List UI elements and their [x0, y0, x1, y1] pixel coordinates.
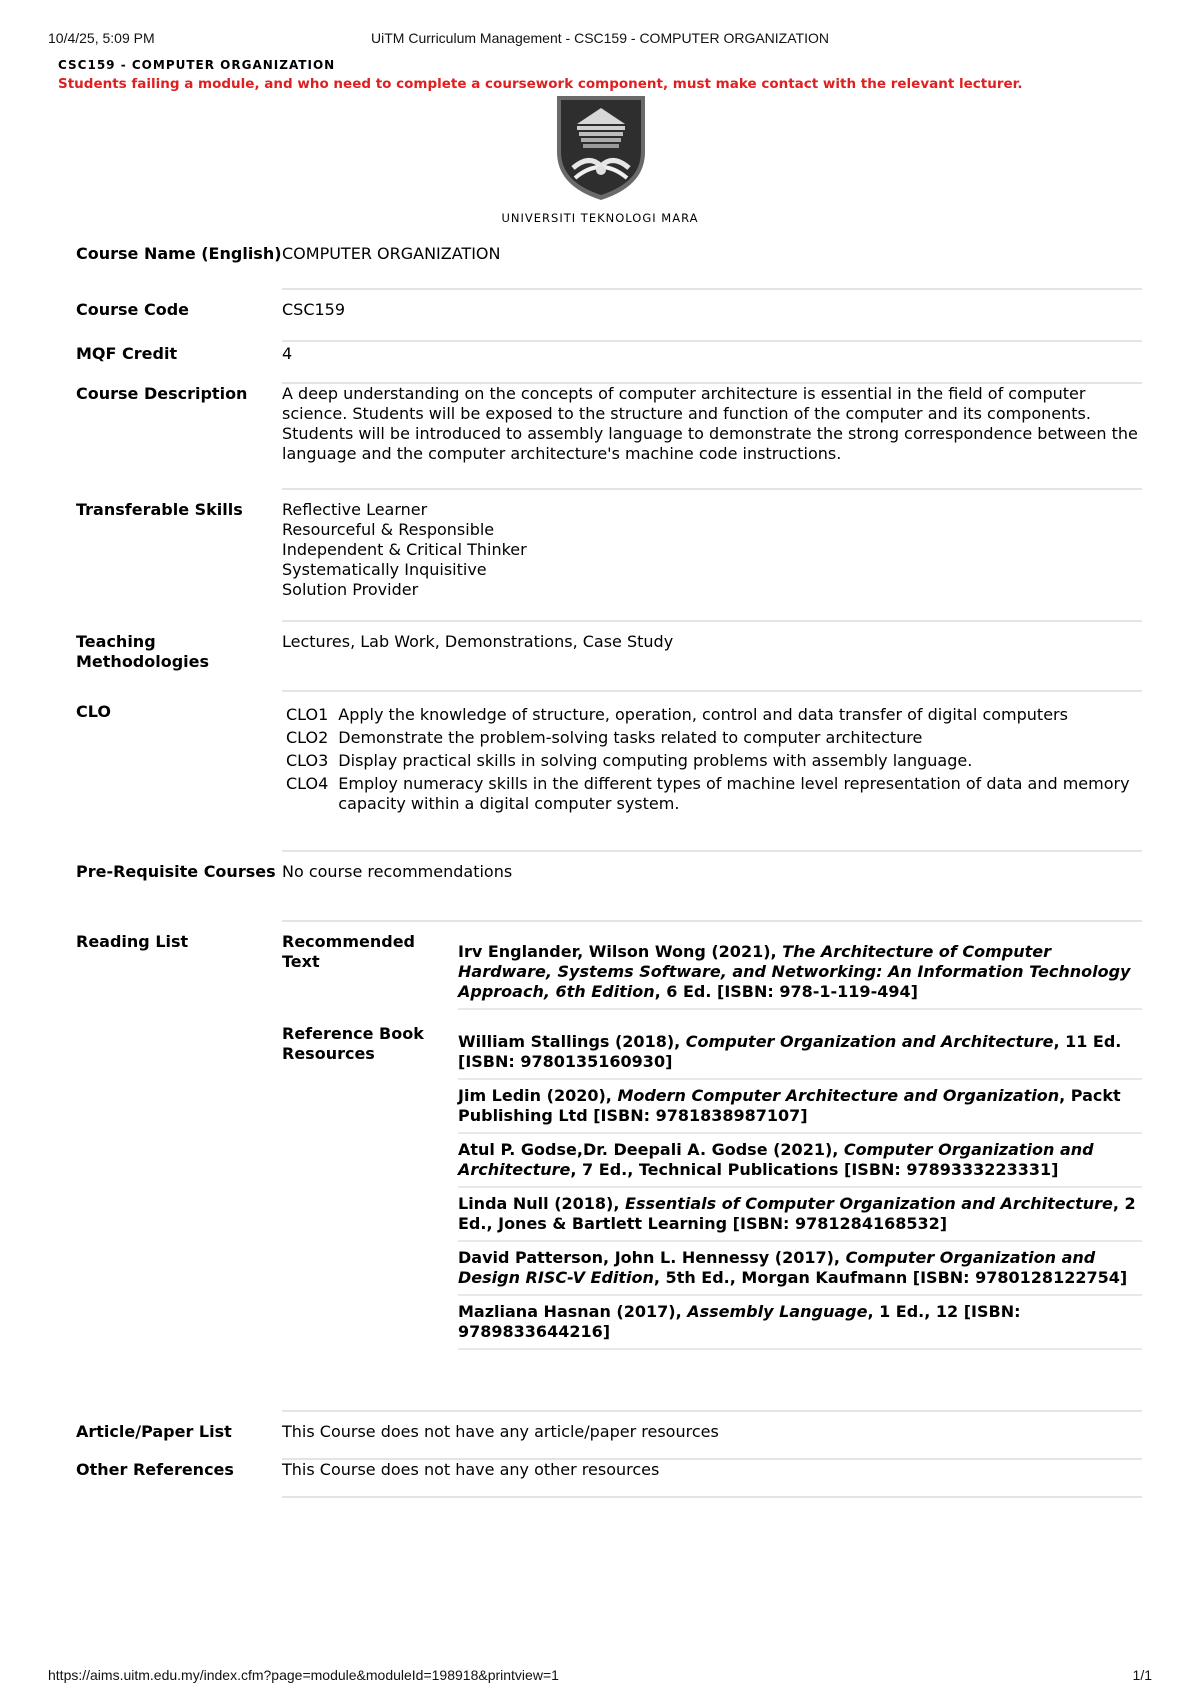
teaching-methodologies-label: Teaching Methodologies: [76, 632, 210, 671]
clo-table: [282, 704, 1142, 816]
reference-title: Computer Organization and Architecture: [685, 1032, 1054, 1051]
reference-details: , 1 Ed., 12 [ISBN: 9789833644216]: [458, 1302, 1021, 1341]
mqf-credit-label: MQF Credit: [76, 344, 178, 363]
clo-code: CLO2: [286, 728, 329, 747]
reading-list-value: [282, 932, 1142, 1412]
reference-item: [458, 942, 1142, 1010]
reading-list-row: [76, 932, 1142, 1412]
article-list-row: [76, 1422, 1142, 1460]
clo-text: Employ numeracy skills in the different types of machine level representation of data and memory capacity within a digital computer system.: [338, 774, 1130, 813]
transferable-skills-row: [76, 500, 1142, 622]
clo-code: CLO4: [286, 774, 329, 793]
reference-author: Linda Null (2018),: [458, 1194, 626, 1213]
clo-text: Display practical skills in solving computing problems with assembly language.: [338, 751, 973, 770]
clo-text: Apply the knowledge of structure, operation, control and data transfer of digital computers: [338, 705, 1068, 724]
course-description-row: [76, 384, 1142, 490]
reference-details: , 2 Ed., Jones & Bartlett Learning [ISBN: 9781284168532]: [458, 1194, 1136, 1233]
course-code-row: [76, 300, 1142, 342]
other-references-label: Other References: [76, 1460, 234, 1479]
reference-book-group: [282, 1024, 1142, 1356]
reference-item: [458, 1086, 1142, 1134]
page-url: https://aims.uitm.edu.my/index.cfm?page=module&moduleId=198918&printview=1: [48, 1667, 559, 1683]
skill-item: Reflective Learner: [282, 500, 428, 519]
warning-notice: Students failing a module, and who need to complete a coursework component, must make contact with the relevant lecturer.: [58, 76, 1023, 92]
print-datetime: 10/4/25, 5:09 PM: [48, 30, 155, 46]
print-page-title: UiTM Curriculum Management - CSC159 - COMPUTER ORGANIZATION: [371, 30, 829, 46]
skill-item: Independent & Critical Thinker: [282, 540, 527, 559]
reference-title: Computer Organization and Design RISC-V Edition: [458, 1248, 1096, 1287]
reference-title: Essentials of Computer Organization and Architecture: [625, 1194, 1113, 1213]
reference-item: [458, 1302, 1142, 1350]
mqf-credit-row: [76, 344, 1142, 384]
transferable-skills-value: [282, 500, 1142, 622]
clo-text: Demonstrate the problem-solving tasks related to computer architecture: [338, 728, 923, 747]
mqf-credit-value: 4: [282, 344, 1142, 384]
reference-item: [458, 1194, 1142, 1242]
article-list-label: Article/Paper List: [76, 1422, 232, 1441]
module-heading: CSC159 - COMPUTER ORGANIZATION: [58, 58, 336, 72]
skill-item: Solution Provider: [282, 580, 419, 599]
reference-details: , 11 Ed. [ISBN: 9780135160930]: [458, 1032, 1122, 1071]
teaching-methodologies-value: Lectures, Lab Work, Demonstrations, Case Study: [282, 632, 1142, 692]
course-name-label: Course Name (English): [76, 244, 282, 263]
course-code-value: CSC159: [282, 300, 1142, 342]
article-list-value: This Course does not have any article/paper resources: [282, 1422, 1142, 1460]
reference-title: Computer Organization and Architecture: [458, 1140, 1094, 1179]
reference-book-items: [458, 1024, 1142, 1356]
reading-list-label: Reading List: [76, 932, 189, 951]
page-number: 1/1: [1132, 1667, 1152, 1683]
prerequisite-row: [76, 862, 1142, 922]
clo-item: [282, 773, 1142, 816]
clo-value: [282, 702, 1142, 852]
other-references-value: This Course does not have any other resources: [282, 1460, 1142, 1498]
reference-details: , 5th Ed., Morgan Kaufmann [ISBN: 9780128122754]: [653, 1268, 1128, 1287]
reference-author: William Stallings (2018),: [458, 1032, 686, 1051]
reference-item: [458, 1032, 1142, 1080]
reference-author: Jim Ledin (2020),: [458, 1086, 618, 1105]
other-references-row: [76, 1460, 1142, 1498]
clo-code: CLO3: [286, 751, 329, 770]
course-name-row: [76, 244, 1142, 290]
recommended-text-label: Recommended Text: [282, 932, 415, 971]
course-code-label: Course Code: [76, 300, 189, 319]
clo-row: [76, 702, 1142, 852]
recommended-text-items: [458, 932, 1142, 1016]
reference-details: , 6 Ed. [ISBN: 978-1-119-494]: [654, 982, 918, 1001]
university-name: UNIVERSITI TEKNOLOGI MARA: [501, 211, 699, 225]
reference-title: Modern Computer Architecture and Organization: [617, 1086, 1060, 1105]
course-description-value: [282, 384, 1142, 490]
clo-item: [282, 704, 1142, 727]
course-description-label: Course Description: [76, 384, 248, 403]
prerequisite-label: Pre-Requisite Courses: [76, 862, 276, 881]
print-footer: [0, 1667, 1200, 1687]
teaching-methodologies-row: [76, 632, 1142, 692]
course-details: [76, 244, 1142, 1498]
skill-item: Systematically Inquisitive: [282, 560, 487, 579]
clo-code: CLO1: [286, 705, 329, 724]
reference-author: Irv Englander, Wilson Wong (2021),: [458, 942, 783, 961]
course-name-value: COMPUTER ORGANIZATION: [282, 244, 1142, 290]
prerequisite-value: No course recommendations: [282, 862, 1142, 922]
reference-details: , Packt Publishing Ltd [ISBN: 9781838987107]: [458, 1086, 1121, 1125]
reference-details: , 7 Ed., Technical Publications [ISBN: 9789333223331]: [570, 1160, 1059, 1179]
transferable-skills-label: Transferable Skills: [76, 500, 243, 519]
reference-author: David Patterson, John L. Hennessy (2017),: [458, 1248, 846, 1267]
recommended-text-group: [282, 932, 1142, 1016]
reference-item: [458, 1248, 1142, 1296]
print-header: [0, 30, 1200, 50]
clo-item: [282, 727, 1142, 750]
reference-book-label: Reference Book Resources: [282, 1024, 424, 1063]
clo-label: CLO: [76, 702, 111, 721]
course-description-text: A deep understanding on the concepts of computer architecture is essential in the field of computer science. Students will be exposed to the structure and function of the computer and its components. Students will be introduced to assembly language to demonstrate the strong correspondence between the language and the computer architecture's machine code instructions.: [282, 384, 1138, 463]
skill-item: Resourceful & Responsible: [282, 520, 495, 539]
reference-author: Mazliana Hasnan (2017),: [458, 1302, 688, 1321]
reference-author: Atul P. Godse,Dr. Deepali A. Godse (2021),: [458, 1140, 844, 1159]
reference-title: Assembly Language: [687, 1302, 868, 1321]
reference-item: [458, 1140, 1142, 1188]
clo-item: [282, 750, 1142, 773]
reference-title: The Architecture of Computer Hardware, Systems Software, and Networking: An Information Technology Approach, 6th Edition: [458, 942, 1131, 1001]
uitm-logo: [555, 94, 647, 202]
